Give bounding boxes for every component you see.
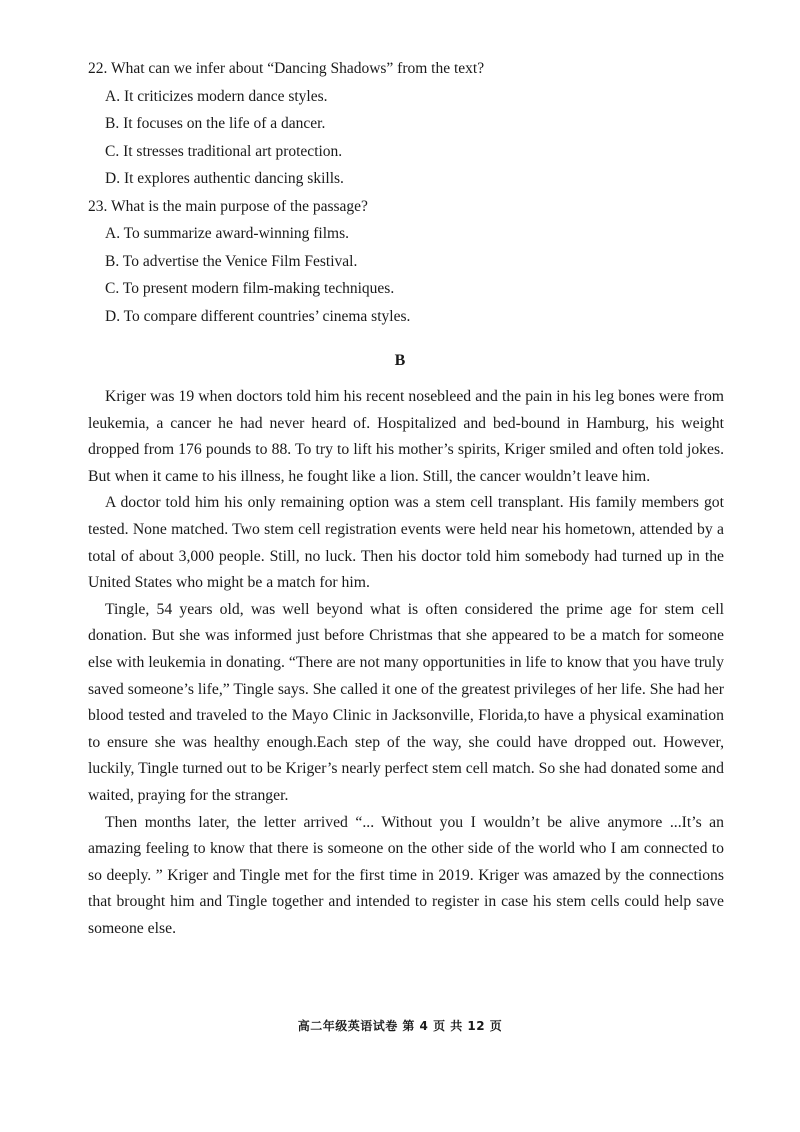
option-c: C. To present modern film-making techniques.: [105, 280, 395, 297]
question-23: [88, 193, 748, 331]
section-heading: B: [394, 352, 406, 369]
option-d: D. It explores authentic dancing skills.: [105, 170, 344, 187]
question-22: [88, 55, 748, 193]
option-a: A. To summarize award-winning films.: [105, 225, 349, 242]
passage-paragraph: A doctor told him his only remaining option was a stem cell transplant. His family members got tested. None matched. Two stem cell registration events were held near his hometown, attended by a total of about 3,000 people. Still, no luck. Then his doctor told him somebody had turned up in the United States who might be a match for him.: [88, 494, 724, 592]
question-stem: 23. What is the main purpose of the passage?: [88, 197, 368, 215]
page-footer: 高二年级英语试卷 第 4 页 共 12 页: [297, 1019, 503, 1033]
reading-passage: [88, 384, 724, 942]
option-d: D. To compare different countries’ cinema styles.: [105, 307, 411, 325]
option-b: B. To advertise the Venice Film Festival.: [105, 252, 358, 270]
passage-paragraph: Tingle, 54 years old, was well beyond what is often considered the prime age for stem cell donation. But she was informed just before Christmas that she appeared to be a match for someone else with leukemia in donating. “There are not many opportunities in life to know that you have truly saved someone’s life,” Tingle says. She called it one of the greatest privileges of her life. She had her blood tested and traveled to the Mayo Clinic in Jacksonville, Florida,to have a physical examination to ensure she was healthy enough.Each step of the way, she could have dropped out. However, luckily, Tingle turned out to be Kriger’s nearly perfect stem cell match. So she had donated some and waited, praying for the stranger.: [88, 600, 724, 804]
passage-paragraph: Then months later, the letter arrived “... Without you I wouldn’t be alive anymore ...It’s an amazing feeling to know that there is someone on the other side of the world who I am connected to so deeply. ” Kriger and Tingle met for the first time in 2019. Kriger was amazed by the connections that brought him and Tingle together and intended to register in case his stem cells could help save someone else.: [88, 813, 724, 937]
option-a: A. It criticizes modern dance styles.: [105, 87, 328, 105]
option-b: B. It focuses on the life of a dancer.: [105, 115, 326, 132]
question-block: [88, 55, 748, 330]
option-c: C. It stresses traditional art protection.: [105, 142, 343, 160]
question-stem: 22. What can we infer about “Dancing Shadows” from the text?: [88, 60, 485, 77]
passage-paragraph: Kriger was 19 when doctors told him his recent nosebleed and the pain in his leg bones were from leukemia, a cancer he had never heard of. Hospitalized and bed-bound in Hamburg, his weight dropped from 176 pounds to 88. To try to lift his mother’s spirits, Kriger smiled and often told jokes. But when it came to his illness, he fought like a lion. Still, the cancer wouldn’t leave him.: [88, 388, 724, 485]
